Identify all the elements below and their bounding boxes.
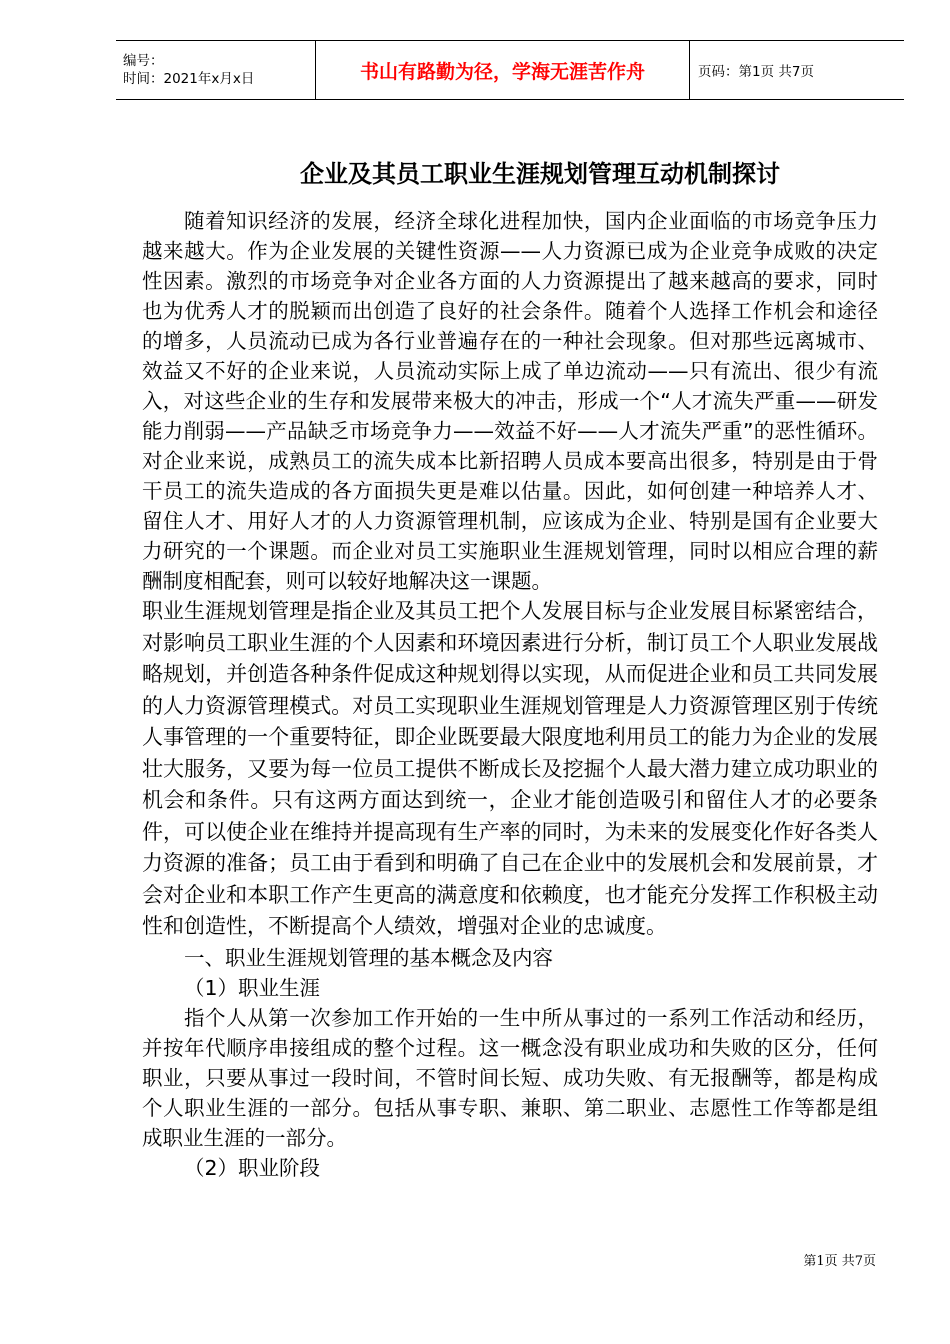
header-page-number: 页码：第1页 共7页: [698, 64, 814, 80]
paragraph-intro: 随着知识经济的发展，经济全球化进程加快，国内企业面临的市场竞争压力越来越大。作为企业发展的关键性资源——人力资源已成为企业竞争成败的决定性因素。激烈的市场竞争对企业各方面的人力资源提出了越来越高的要求，同时也为优秀人才的脱颖而出创造了良好的社会条件。随着个人选择工作机会和途径的增多，人员流动已成为各行业普遍存在的一种社会现象。但对那些远离城市、效益又不好的企业来说，人员流动实际上成了单边流动——只有流出、很少有流入，对这些企业的生存和发展带来极大的冲击，形成一个“人才流失严重——研发能力削弱——产品缺乏市场竞争力——效益不好——人才流失严重”的恶性循环。对企业来说，成熟员工的流失成本比新招聘人员成本要高出很多，特别是由于骨干员工的流失造成的各方面损失更是难以估量。因此，如何创建一种培养人才、留住人才、用好人才的人力资源管理机制，应该成为企业、特别是国有企业要大力研究的一个课题。而企业对员工实施职业生涯规划管理，同时以相应合理的薪酬制度相配套，则可以较好地解决这一课题。: [142, 209, 878, 593]
header-page-cell: [690, 41, 904, 99]
header-motto: 书山有路勤为径，学海无涯苦作舟: [359, 60, 645, 83]
section-heading: 一、职业生涯规划管理的基本概念及内容: [184, 945, 553, 970]
document-body: [142, 206, 878, 1183]
subsection-heading-career: （1）职业生涯: [184, 975, 321, 1000]
header-meta-cell: [116, 41, 316, 99]
document-number-label: 编号：: [123, 53, 164, 69]
header-table: [116, 40, 904, 100]
subsection-heading-stage: （2）职业阶段: [184, 1155, 321, 1180]
paragraph-career: 指个人从第一次参加工作开始的一生中所从事过的一系列工作活动和经历，并按年代顺序串接组成的整个过程。这一概念没有职业成功和失败的区分，任何职业，只要从事过一段时间，不管时间长短、成功失败、有无报酬等，都是构成个人职业生涯的一部分。包括从事专职、兼职、第二职业、志愿性工作等都是组成职业生涯的一部分。: [142, 1005, 878, 1150]
page-footer: 第1页 共7页: [803, 1254, 876, 1269]
paragraph-definition: 职业生涯规划管理是指企业及其员工把个人发展目标与企业发展目标紧密结合，对影响员工职业生涯的个人因素和环境因素进行分析，制订员工个人职业发展战略规划，并创造各种条件促成这种规划得以实现，从而促进企业和员工共同发展的人力资源管理模式。对员工实现职业生涯规划管理是人力资源管理区别于传统人事管理的一个重要特征，即企业既要最大限度地利用员工的能力为企业的发展壮大服务，又要为每一位员工提供不断成长及挖掘个人最大潜力建立成功职业的机会和条件。只有这两方面达到统一，企业才能创造吸引和留住人才的必要条件，可以使企业在维持并提高现有生产率的同时，为未来的发展变化作好各类人力资源的准备；员工由于看到和明确了自己在企业中的发展机会和发展前景，才会对企业和本职工作产生更高的满意度和依赖度，也才能充分发挥工作积极主动性和创造性，不断提高个人绩效，增强对企业的忠诚度。: [142, 599, 878, 938]
header-motto-cell: [316, 41, 690, 99]
document-time-label: 时间：2021年x月x日: [123, 71, 255, 87]
document-title: 企业及其员工职业生涯规划管理互动机制探讨: [300, 159, 780, 188]
